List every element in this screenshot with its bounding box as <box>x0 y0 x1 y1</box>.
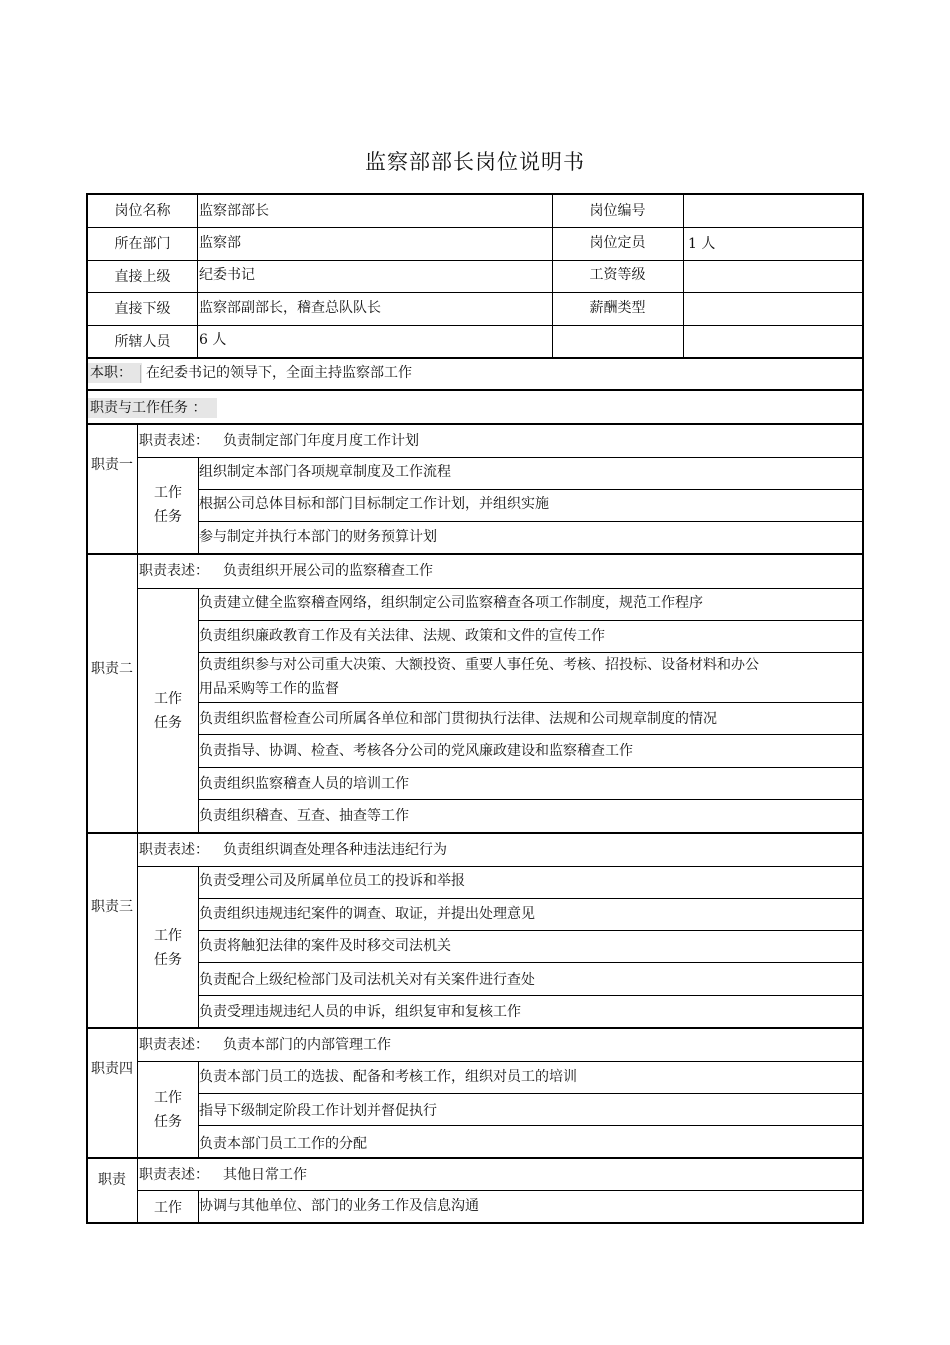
task-item: 参与制定并执行本部门的财务预算计划 <box>199 529 437 545</box>
duty-desc-label: 职责表述： <box>139 563 209 579</box>
job-code-label: 岗位编号 <box>589 203 646 219</box>
task-item: 负责组织违规违纪案件的调查、取证，并提出处理意见 <box>199 906 535 922</box>
task-item: 负责组织稽查、互查、抽查等工作 <box>199 808 409 824</box>
task-label: 工作任务 <box>154 928 182 968</box>
duty-name: 职责二 <box>91 661 133 677</box>
staff-value: 6 人 <box>199 332 227 348</box>
task-item: 协调与其他单位、部门的业务工作及信息沟通 <box>199 1198 479 1214</box>
duties-header: 职责与工作任务 ： <box>88 398 217 418</box>
salary-grade-label: 工资等级 <box>589 267 646 283</box>
duty-desc-label: 职责表述： <box>139 842 209 858</box>
duty-name: 职责 <box>98 1172 126 1188</box>
task-item: 指导下级制定阶段工作计划并督促执行 <box>199 1103 437 1119</box>
role-text: 在纪委书记的领导下，全面主持监察部工作 <box>146 365 412 381</box>
task-item: 负责本部门员工的选拔、配备和考核工作，组织对员工的培训 <box>199 1069 577 1085</box>
duty-name: 职责一 <box>91 457 133 473</box>
duty-description: 负责本部门的内部管理工作 <box>223 1037 391 1053</box>
job-info-table <box>86 193 864 357</box>
task-item: 组织制定本部门各项规章制度及工作流程 <box>199 464 451 480</box>
duty-description: 负责组织开展公司的监察稽查工作 <box>223 563 433 579</box>
job-name-value: 监察部部长 <box>199 203 269 219</box>
role-row <box>86 357 864 391</box>
department-value: 监察部 <box>199 235 241 251</box>
task-item: 负责配合上级纪检部门及司法机关对有关案件进行查处 <box>199 972 535 988</box>
duty-description: 负责制定部门年度月度工作计划 <box>223 433 419 449</box>
subordinate-value: 监察部副部长，稽查总队队长 <box>199 300 381 316</box>
duty-desc-label: 职责表述： <box>139 1167 209 1183</box>
task-label: 工作 <box>154 1200 182 1216</box>
task-label: 工作任务 <box>154 485 182 525</box>
duty-block-4 <box>86 1029 864 1159</box>
duty-name: 职责四 <box>91 1061 133 1077</box>
duty-name: 职责三 <box>91 899 133 915</box>
duty-desc-label: 职责表述： <box>139 1037 209 1053</box>
department-label: 所在部门 <box>114 236 171 252</box>
task-label: 工作任务 <box>154 1090 182 1130</box>
task-item: 负责将触犯法律的案件及时移交司法机关 <box>199 938 451 954</box>
task-item: 负责组织监察稽查人员的培训工作 <box>199 776 409 792</box>
task-item: 用品采购等工作的监督 <box>199 681 339 697</box>
duties-header-row <box>86 391 864 425</box>
duty-block-5 <box>86 1159 864 1224</box>
document-title: 监察部部长岗位说明书 <box>365 150 585 174</box>
role-label: 本职： <box>88 363 142 383</box>
task-item: 负责指导、协调、检查、考核各分公司的党风廉政建设和监察稽查工作 <box>199 743 633 759</box>
duty-block-3 <box>86 834 864 1029</box>
task-item: 根据公司总体目标和部门目标制定工作计划，并组织实施 <box>199 496 549 512</box>
task-item: 负责本部门员工工作的分配 <box>199 1136 367 1152</box>
task-item: 负责组织参与对公司重大决策、大额投资、重要人事任免、考核、招投标、设备材料和办公 <box>199 657 759 673</box>
quota-value: 1 人 <box>688 236 716 252</box>
duty-desc-label: 职责表述： <box>139 433 209 449</box>
task-item: 负责组织廉政教育工作及有关法律、法规、政策和文件的宣传工作 <box>199 628 605 644</box>
superior-label: 直接上级 <box>114 269 171 285</box>
task-item: 负责组织监督检查公司所属各单位和部门贯彻执行法律、法规和公司规章制度的情况 <box>199 711 717 727</box>
duty-block-1 <box>86 425 864 555</box>
quota-label: 岗位定员 <box>589 235 646 251</box>
subordinate-label: 直接下级 <box>114 301 171 317</box>
task-item: 负责受理违规违纪人员的申诉，组织复审和复核工作 <box>199 1004 521 1020</box>
duty-block-2 <box>86 555 864 834</box>
job-name-label: 岗位名称 <box>114 203 171 219</box>
duty-description: 负责组织调查处理各种违法违纪行为 <box>223 842 447 858</box>
superior-value: 纪委书记 <box>199 267 255 283</box>
task-item: 负责受理公司及所属单位员工的投诉和举报 <box>199 873 465 889</box>
duty-description: 其他日常工作 <box>223 1167 307 1183</box>
task-label: 工作任务 <box>154 691 182 731</box>
staff-label: 所辖人员 <box>114 334 171 350</box>
pay-type-label: 薪酬类型 <box>589 300 646 316</box>
task-item: 负责建立健全监察稽查网络，组织制定公司监察稽查各项工作制度，规范工作程序 <box>199 595 703 611</box>
